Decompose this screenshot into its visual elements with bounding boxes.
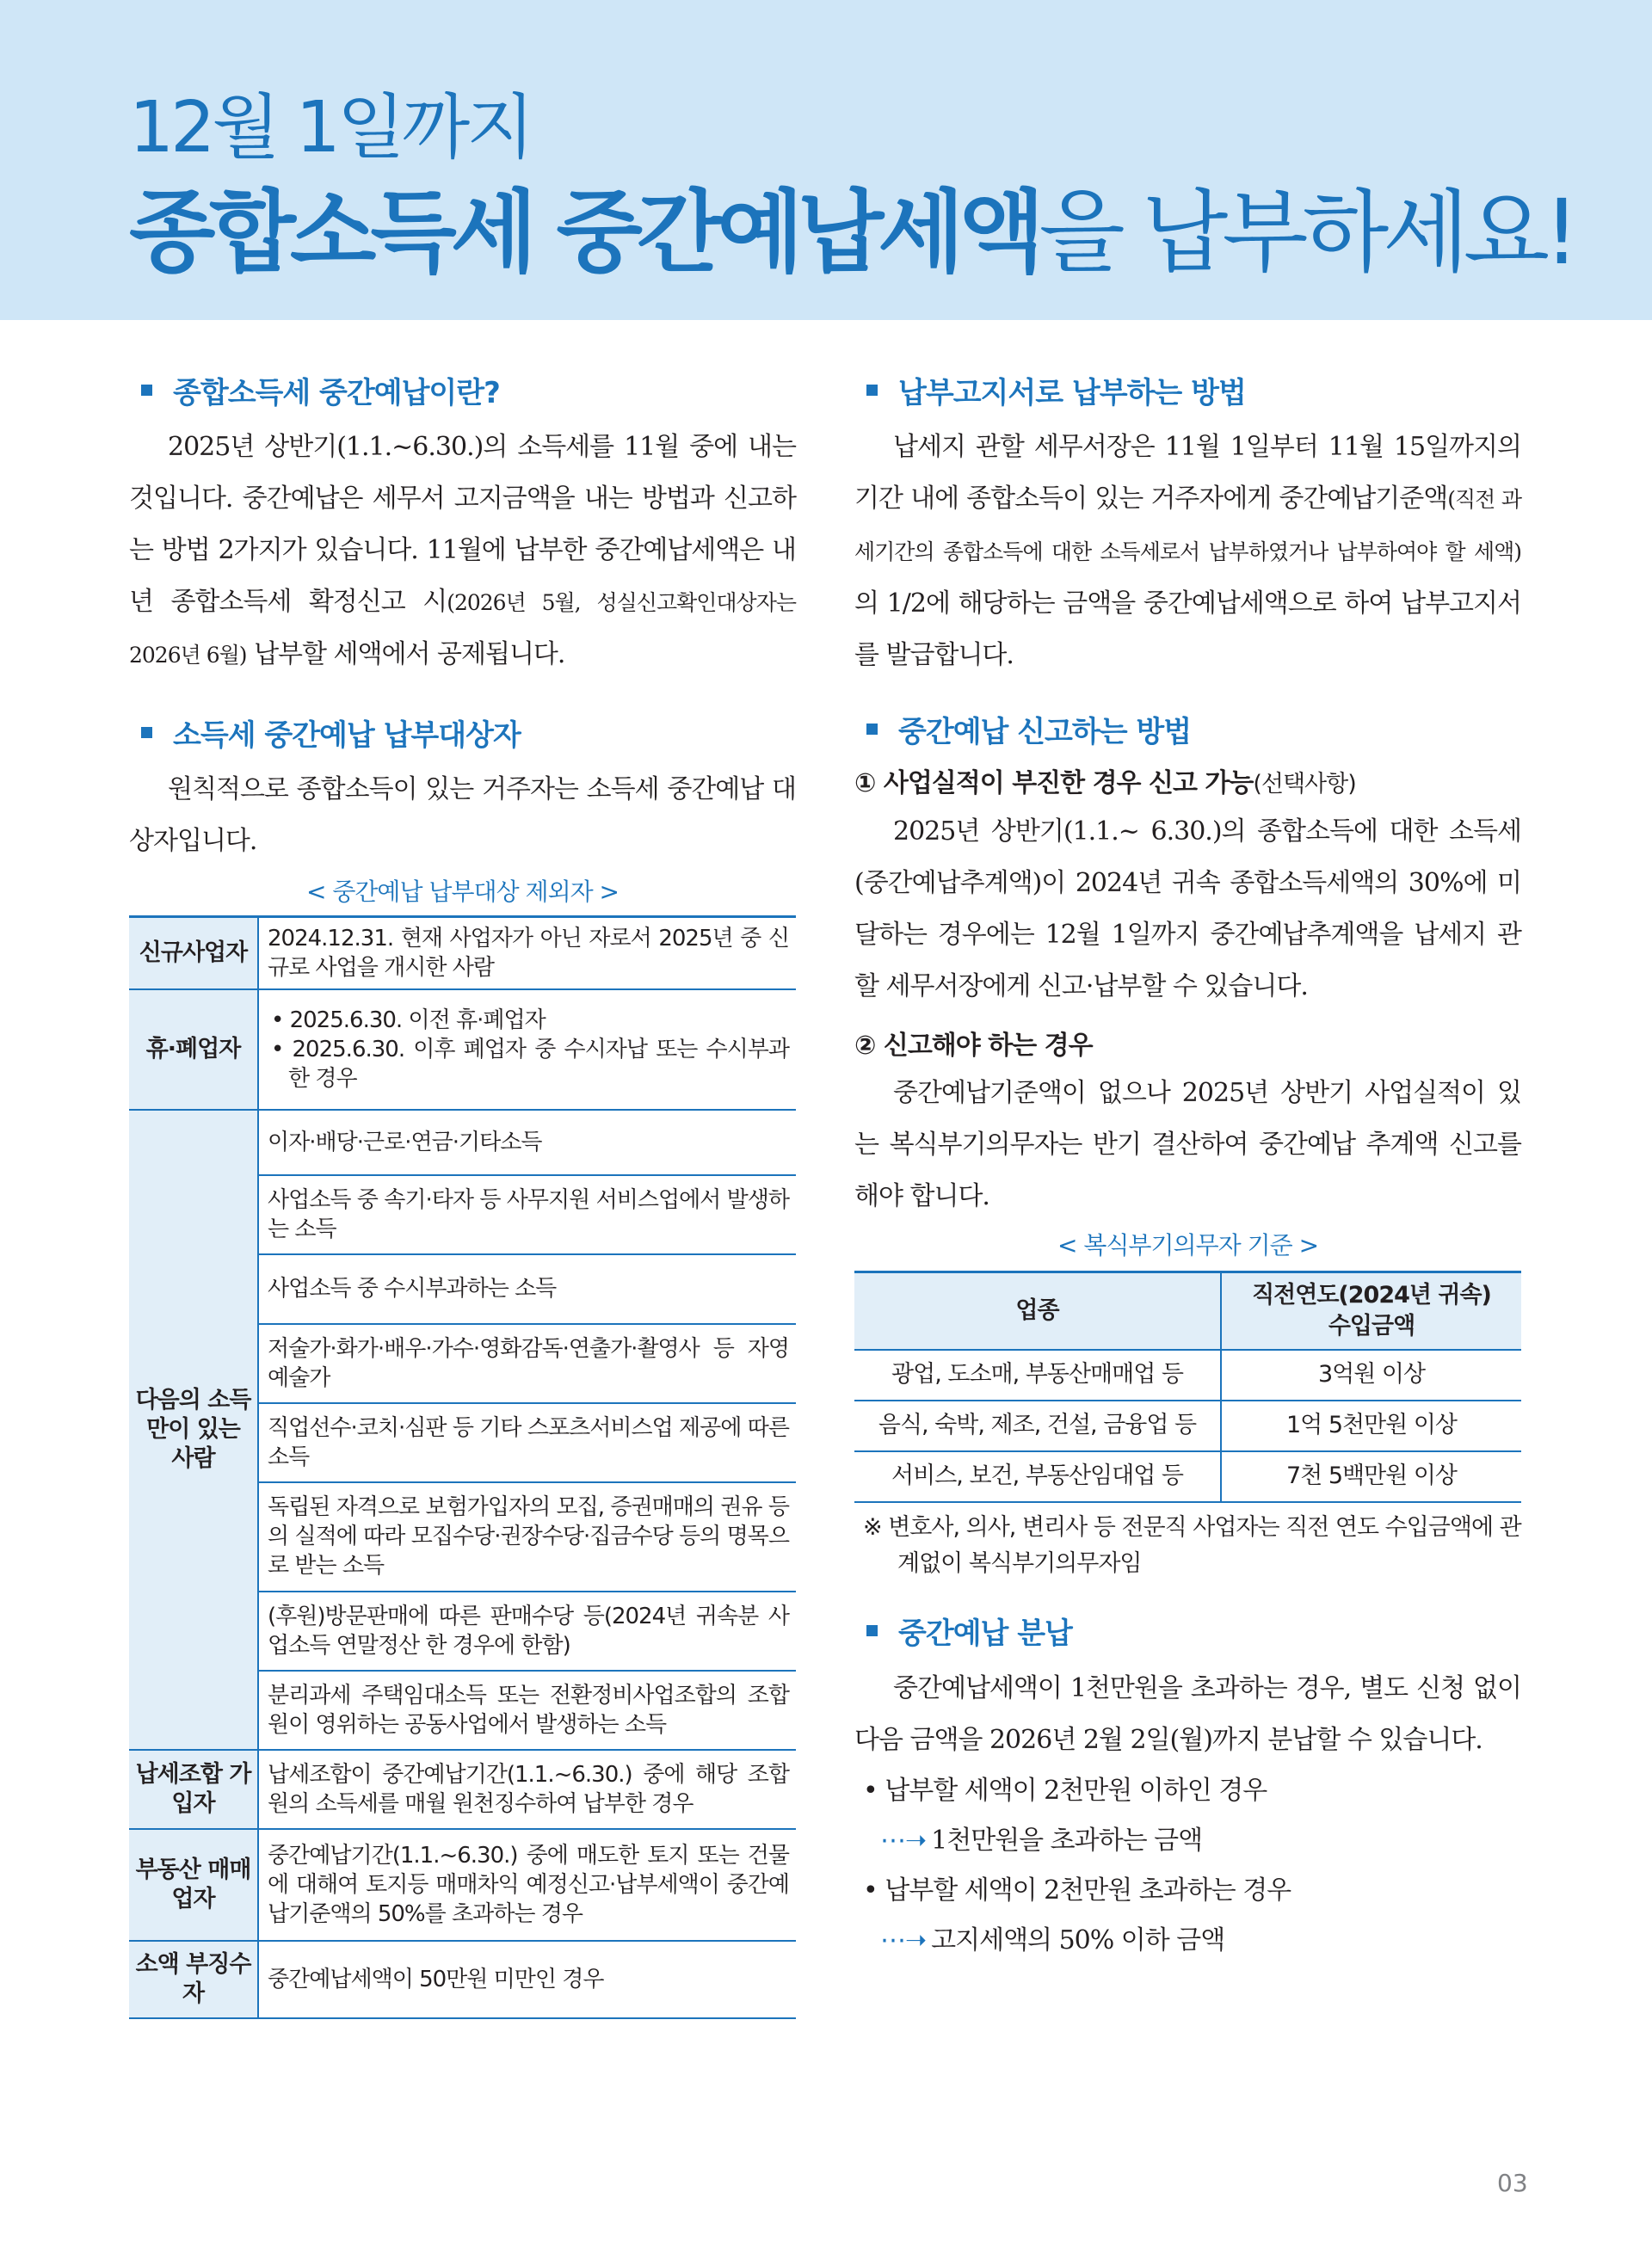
table-cell: 서비스, 보건, 부동산임대업 등 [854, 1451, 1221, 1502]
sub-heading-note: (선택사항) [1253, 771, 1356, 797]
paragraph-note: (2026년 5월, 성실신고확인대상자는 2026년 6월) [129, 590, 796, 668]
list-subitem [854, 1916, 1521, 1966]
row-content: 독립된 자격으로 보험가입자의 모집, 증권매매의 권유 등의 실적에 따라 모집수당·권장수당·집금수당 등의 명목으로 받는 소득 [258, 1482, 796, 1592]
list-item: • 납부할 세액이 2천만원 초과하는 경우 [863, 1875, 1291, 1906]
square-bullet-icon [141, 727, 152, 738]
banner-subtitle: 12월 1일까지 [129, 87, 532, 169]
row-header: 납세조합 가입자 [129, 1750, 258, 1829]
paragraph: 원칙적으로 종합소득이 있는 거주자는 소득세 중간예납 대상자입니다. [129, 774, 796, 856]
table-row [854, 1451, 1521, 1502]
row-content: 중간예납기간(1.1.~6.30.) 중에 매도한 토지 또는 건물에 대해여 토지등 매매차익 예정신고·납부세액이 중간예납기준액의 50%를 초과하는 경우 [258, 1829, 796, 1941]
table-row [129, 1750, 796, 1829]
square-bullet-icon [866, 385, 878, 396]
list-subitem [854, 1816, 1521, 1866]
table-row [129, 989, 796, 1110]
table-header-row [854, 1272, 1521, 1350]
paragraph-text: 납세지 관할 세무서장은 11월 1일부터 11월 15일까지의 기간 내에 종합소득이 있는 거주자에게 중간예납기준액 [854, 432, 1521, 514]
paragraph-text: 2025년 상반기(1.1.~6.30.)의 소득세를 11월 중에 내는 것입니다. 중간예납은 세무서 고지금액을 내는 방법과 신고하는 방법 2가지가 있습니다. 11월에 납부한 중간예납세액은 내년 종합소득세 확정신고 시 [129, 432, 796, 617]
banner-title-bold: 종합소득세 중간예납세액 [129, 180, 1039, 285]
left-column [129, 361, 796, 2019]
paragraph-text: 의 1/2에 해당하는 금액을 중간예납세액으로 하여 납부고지서를 발급합니다. [854, 588, 1521, 670]
column-header-line: 직전연도(2024년 귀속) [1252, 1281, 1491, 1309]
header-banner [0, 0, 1652, 320]
page-number: 03 [1497, 2169, 1528, 2197]
banner-title-thin: 을 납부하세요! [1039, 180, 1574, 285]
section-heading [129, 704, 796, 761]
list-item: • 납부할 세액이 2천만원 이하인 경우 [863, 1775, 1267, 1806]
sub-heading: ② 신고해야 하는 경우 [854, 1031, 1093, 1061]
table-row [129, 1829, 796, 1941]
paragraph: 중간예납세액이 1천만원을 초과하는 경우, 별도 신청 없이 다음 금액을 2026년 2월 2일(월)까지 분납할 수 있습니다. [854, 1672, 1521, 1755]
section-title: 종합소득세 중간예납이란? [173, 375, 500, 410]
row-content: 분리과세 주택임대소득 또는 전환정비사업조합의 조합원이 영위하는 공동사업에서 발생하는 소득 [258, 1671, 796, 1750]
column-header [1221, 1272, 1521, 1350]
section-heading [854, 1603, 1521, 1660]
section-heading [854, 700, 1521, 757]
section-title: 납부고지서로 납부하는 방법 [898, 375, 1246, 410]
exclusion-table [129, 915, 796, 2019]
table-row [129, 1941, 796, 2018]
table-cell: 3억원 이상 [1221, 1350, 1521, 1401]
sub-heading [854, 762, 1521, 806]
row-content: 납세조합이 중간예납기간(1.1.~6.30.) 중에 해당 조합원의 소득세를 매월 원천징수하여 납부한 경우 [258, 1750, 796, 1829]
table-row [854, 1401, 1521, 1451]
row-header: 소액 부징수자 [129, 1941, 258, 2018]
paragraph [129, 422, 796, 681]
table-row [854, 1350, 1521, 1401]
section-title: 중간예납 신고하는 방법 [898, 714, 1192, 749]
square-bullet-icon [866, 724, 878, 735]
row-header: 부동산 매매업자 [129, 1829, 258, 1941]
dotted-arrow-icon: ⋯➝ [880, 1924, 927, 1955]
table-row [129, 917, 796, 989]
section-heading [129, 361, 796, 418]
row-content: 저술가·화가·배우·가수·영화감독·연출가·촬영사 등 자영예술가 [258, 1324, 796, 1403]
row-content: (후원)방문판매에 따른 판매수당 등(2024년 귀속분 사업소득 연말정산 한 경우에 한함) [258, 1592, 796, 1671]
list-subitem-text: 1천만원을 초과하는 금액 [931, 1825, 1203, 1856]
banner-title [129, 180, 1574, 285]
section-heading [854, 361, 1521, 418]
bookkeeping-table [854, 1271, 1521, 1503]
table-caption: < 중간예납 납부대상 제외자 > [305, 878, 620, 906]
paragraph-note: (직전 과세기간의 종합소득에 대한 소득세로서 납부하였거나 납부하여야 할 세액) [854, 487, 1521, 564]
row-header: 휴·폐업자 [129, 989, 258, 1110]
section-title: 중간예납 분납 [898, 1616, 1072, 1651]
dotted-arrow-icon: ⋯➝ [880, 1825, 927, 1856]
square-bullet-icon [141, 385, 152, 396]
row-content: 직업선수·코치·심판 등 기타 스포츠서비스업 제공에 따른 소득 [258, 1403, 796, 1482]
bullet-item: • 2025.6.30. 이전 휴·폐업자 [271, 1007, 546, 1033]
row-header: 다음의 소득만이 있는 사람 [129, 1110, 258, 1750]
row-content: 사업소득 중 수시부과하는 소득 [258, 1254, 796, 1324]
sub-heading-text: ① 사업실적이 부진한 경우 신고 가능 [854, 768, 1254, 798]
row-content: 이자·배당·근로·연금·기타소득 [258, 1110, 796, 1175]
table-row [129, 1110, 796, 1175]
row-content: 2024.12.31. 현재 사업자가 아닌 자로서 2025년 중 신규로 사업을 개시한 사람 [258, 917, 796, 989]
square-bullet-icon [866, 1625, 878, 1636]
right-column [854, 361, 1521, 1966]
row-content: 중간예납세액이 50만원 미만인 경우 [258, 1941, 796, 2018]
table-cell: 음식, 숙박, 제조, 건설, 금융업 등 [854, 1401, 1221, 1451]
paragraph: 2025년 상반기(1.1.~ 6.30.)의 종합소득에 대한 소득세(중간예납추계액)이 2024년 귀속 종합소득세액의 30%에 미달하는 경우에는 12월 1일까지 중간예납추계액을 납세지 관할 세무서장에게 신고·납부할 수 있습니다. [854, 816, 1521, 1001]
list-subitem-text: 고지세액의 50% 이하 금액 [931, 1924, 1225, 1955]
row-content: 사업소득 중 속기·타자 등 사무지원 서비스업에서 발생하는 소득 [258, 1175, 796, 1254]
section-title: 소득세 중간예납 납부대상자 [173, 717, 521, 753]
paragraph: 중간예납기준액이 없으나 2025년 상반기 사업실적이 있는 복식부기의무자는 반기 결산하여 중간예납 추계액 신고를 해야 합니다. [854, 1078, 1521, 1211]
column-header: 업종 [854, 1272, 1221, 1350]
table-note: ※ 변호사, 의사, 변리사 등 전문직 사업자는 직전 연도 수입금액에 관계없이 복식부기의무자임 [863, 1513, 1521, 1577]
row-header: 신규사업자 [129, 917, 258, 989]
paragraph-text: 납부할 세액에서 공제됩니다. [246, 639, 565, 669]
bullet-item: • 2025.6.30. 이후 폐업자 중 수시자납 또는 수시부과한 경우 [271, 1036, 789, 1092]
row-content [258, 989, 796, 1110]
paragraph [854, 422, 1521, 681]
column-header-line: 수입금액 [1328, 1312, 1415, 1339]
table-cell: 7천 5백만원 이상 [1221, 1451, 1521, 1502]
table-cell: 1억 5천만원 이상 [1221, 1401, 1521, 1451]
table-cell: 광업, 도소매, 부동산매매업 등 [854, 1350, 1221, 1401]
table-caption: < 복식부기의무자 기준 > [1057, 1231, 1319, 1259]
